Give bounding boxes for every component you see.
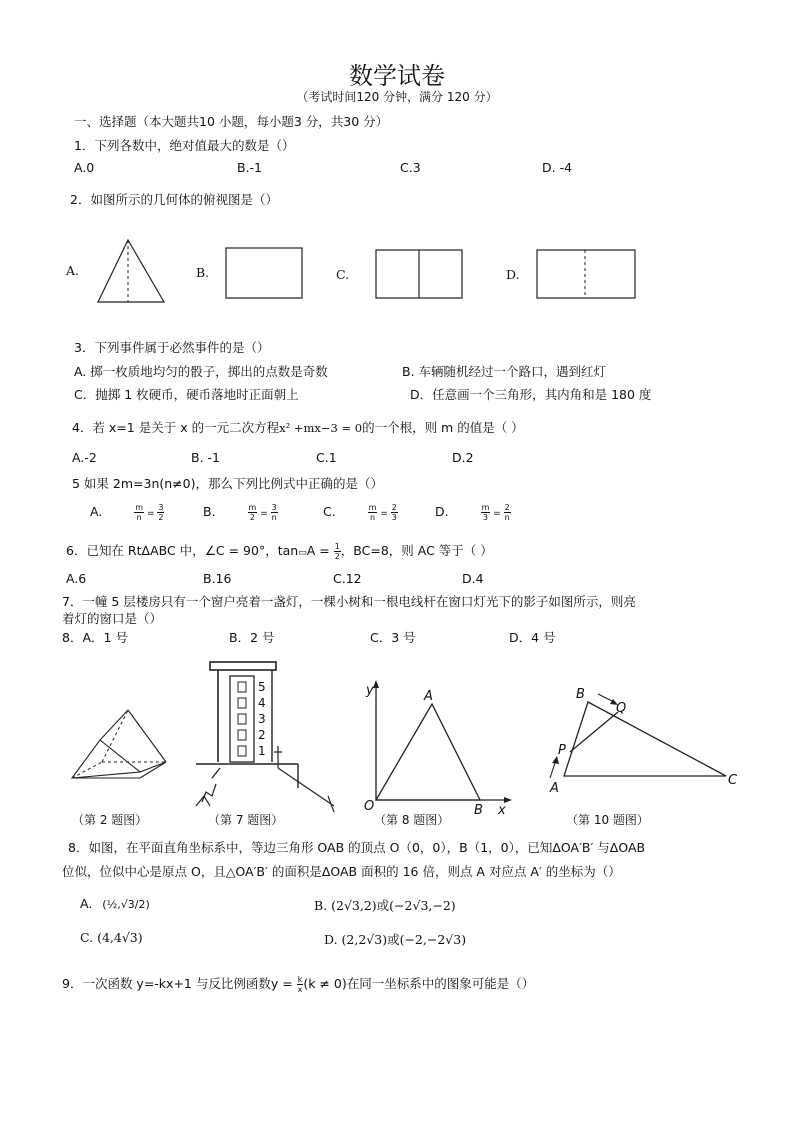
axis-x-label: x [498, 803, 506, 816]
q4-option-c: C.1 [316, 450, 337, 465]
fig10-point-b: B [576, 687, 585, 702]
exam-info: （考试时间120 分钟，满分 120 分） [296, 90, 498, 104]
q1-option-a: A.0 [74, 160, 95, 175]
q5d-n2: 2 [504, 503, 510, 512]
q6-option-d: D.4 [462, 571, 484, 586]
fig8-caption: （第 8 题图） [374, 813, 450, 827]
q5b-d1: 2 [249, 513, 255, 522]
axis-y-label: y [366, 683, 374, 698]
q6-option-b: B.16 [203, 571, 232, 586]
q5-label-a: A. [90, 504, 103, 519]
q2-fig-c [376, 250, 462, 298]
q5-option-c: C. $\frac{m}{n}$ = $\frac{2}{3}$ [323, 503, 397, 522]
fig2-prism [62, 700, 174, 790]
q4-stem-post: 的一个根，则 m 的值是（ ） [362, 420, 524, 435]
q9-stem-pre: 9．一次函数 y=-kx+1 与反比例函数 [62, 976, 271, 991]
window-3: 3 [258, 712, 266, 726]
q8-option-a [80, 896, 150, 911]
fig10-caption: （第 10 题图） [566, 813, 649, 827]
q9-frac-den: x [297, 985, 303, 994]
q7-option-a: 8．A．1 号 [62, 630, 128, 645]
fig7-caption: （第 7 题图） [208, 813, 284, 827]
q9-stem [62, 974, 534, 994]
fig2-caption: （第 2 题图） [72, 813, 148, 827]
q1-option-b: B.-1 [237, 160, 263, 175]
window-4: 4 [258, 696, 266, 710]
q9-frac-num: k [297, 975, 303, 984]
q5a-n2: 3 [158, 503, 164, 512]
q6-option-a: A.6 [66, 571, 87, 586]
q6-tan-a: A = [306, 543, 330, 558]
q4-equation: x² +mx−3 = 0 [279, 421, 363, 435]
q5-label-d: D. [435, 504, 449, 519]
q5-label-c: C. [323, 504, 336, 519]
q5d-d1: 3 [482, 513, 489, 522]
q7-line1: 7．一幢 5 层楼房只有一个窗户亮着一盏灯，一棵小树和一根电线杆在窗口灯光下的影子如图所示，则亮 [62, 594, 636, 609]
q9-stem-post: (k ≠ 0)在同一坐标系中的图象可能是（） [303, 976, 535, 991]
q7-line2: 着灯的窗口是（） [62, 611, 163, 626]
q8-line1: 8．如图，在平面直角坐标系中，等边三角形 OAB 的顶点 O（0，0），B（1，0），已知ΔOA′B′ 与ΔOAB [68, 840, 646, 855]
origin-label: O [364, 799, 375, 814]
q2-option-figures [60, 230, 640, 310]
q8-line2: 位似，位似中心是原点 O，且△OA′B′ 的面积是ΔOAB 面积的 16 倍，则点 A 对应点 A′ 的坐标为（） [62, 864, 621, 879]
q5a-n1: m [135, 503, 144, 512]
q4-stem [72, 418, 524, 436]
window-2: 2 [258, 728, 266, 742]
q8-option-c: C. (4,4√3) [80, 930, 143, 945]
page-title: 数学试卷 [349, 62, 445, 90]
q3-option-c: C．抛掷 1 枚硬币，硬币落地时正面朝上 [74, 387, 299, 402]
q4-option-b: B. -1 [191, 450, 220, 465]
q8-label-a: A. [80, 896, 93, 911]
q2-fig-d [537, 250, 635, 298]
q6-frac-num: 1 [334, 542, 340, 551]
q1-stem: 1．下列各数中，绝对值最大的数是（） [74, 138, 295, 153]
q2-label-a: A. [66, 263, 80, 278]
q5b-n2: 3 [271, 503, 277, 512]
q5b-n1: m [248, 503, 257, 512]
q4-stem-pre: 4．若 x=1 是关于 x 的一元二次方程 [72, 420, 280, 435]
q8-option-b: B. (2√3,2)或(−2√3,−2) [314, 898, 456, 913]
q4-option-a: A.-2 [72, 450, 97, 465]
q7-option-d: D．4 号 [509, 630, 556, 645]
fig10-triangle [540, 680, 740, 800]
q6-option-c: C.12 [333, 571, 362, 586]
fig10-point-c: C [728, 773, 738, 788]
q4-option-d: D.2 [452, 450, 474, 465]
q7-option-c: C．3 号 [370, 630, 416, 645]
point-b-label: B [474, 803, 483, 816]
q6-angle: ∠C = 90° [204, 543, 266, 558]
q5a-d2: 2 [158, 513, 164, 522]
q8-value-a: (½,√3/2) [102, 898, 150, 911]
q1-option-c: C.3 [400, 160, 421, 175]
window-1: 1 [258, 744, 266, 758]
q6-tan-symbol: ▭ [298, 548, 307, 558]
fig7-building [190, 656, 342, 814]
q6-frac-den: 2 [334, 552, 340, 561]
q6-stem-pre: 6．已知在 RtΔABC 中， [66, 543, 205, 558]
q7-option-b: B．2 号 [229, 630, 275, 645]
window-5: 5 [258, 680, 266, 694]
fig10-point-q: Q [616, 701, 627, 716]
q6-stem-post: ，BC=8，则 AC 等于（ ） [340, 543, 493, 558]
q5-label-b: B. [203, 504, 216, 519]
q3-option-b: B. 车辆随机经过一个路口，遇到红灯 [402, 364, 607, 379]
point-a-label: A [424, 689, 433, 704]
q8-option-d: D. (2,2√3)或(−2,−2√3) [324, 932, 467, 947]
q5-option-b: B. $\frac{m}{2}$ = $\frac{3}{n}$ [203, 503, 277, 522]
section-heading: 一、选择题（本大题共10 小题，每小题3 分，共30 分） [74, 114, 389, 129]
fig10-point-p: P [558, 743, 566, 758]
q5d-n1: m [481, 503, 490, 512]
q5-stem: 5 如果 2m=3n(n≠0)，那么下列比例式中正确的是（） [72, 476, 383, 491]
q3-option-a: A. 掷一枚质地均匀的骰子，掷出的点数是奇数 [74, 364, 328, 379]
q2-label-b: B. [196, 265, 210, 280]
q5-option-d: D. $\frac{m}{3}$ = $\frac{2}{n}$ [435, 503, 510, 522]
fig8-coordinate-plane [358, 676, 518, 816]
q5c-d2: 3 [391, 513, 397, 522]
q2-label-c: C. [336, 267, 350, 282]
q5c-d1: n [370, 513, 376, 522]
q2-fig-b [226, 248, 302, 298]
q1-option-d: D. -4 [542, 160, 573, 175]
q6-stem [66, 541, 493, 561]
q9-y-eq: y = [270, 976, 293, 991]
q3-option-d: D．任意画一个三角形，其内角和是 180 度 [410, 387, 652, 402]
q6-tan-pre: ，tan [265, 543, 299, 558]
q5b-d2: n [271, 513, 277, 522]
q5a-d1: n [136, 513, 142, 522]
q2-stem: 2．如图所示的几何体的俯视图是（） [70, 192, 278, 207]
q5c-n1: m [368, 503, 377, 512]
q2-label-d: D. [506, 267, 520, 282]
q3-stem: 3．下列事件属于必然事件的是（） [74, 340, 270, 355]
q5-option-a: A. $\frac{m}{n}$ = $\frac{3}{2}$ [90, 503, 164, 522]
q5c-n2: 2 [391, 503, 397, 512]
q2-fig-a [98, 240, 164, 302]
fig10-point-a: A [550, 781, 559, 796]
q5d-d2: n [504, 513, 510, 522]
